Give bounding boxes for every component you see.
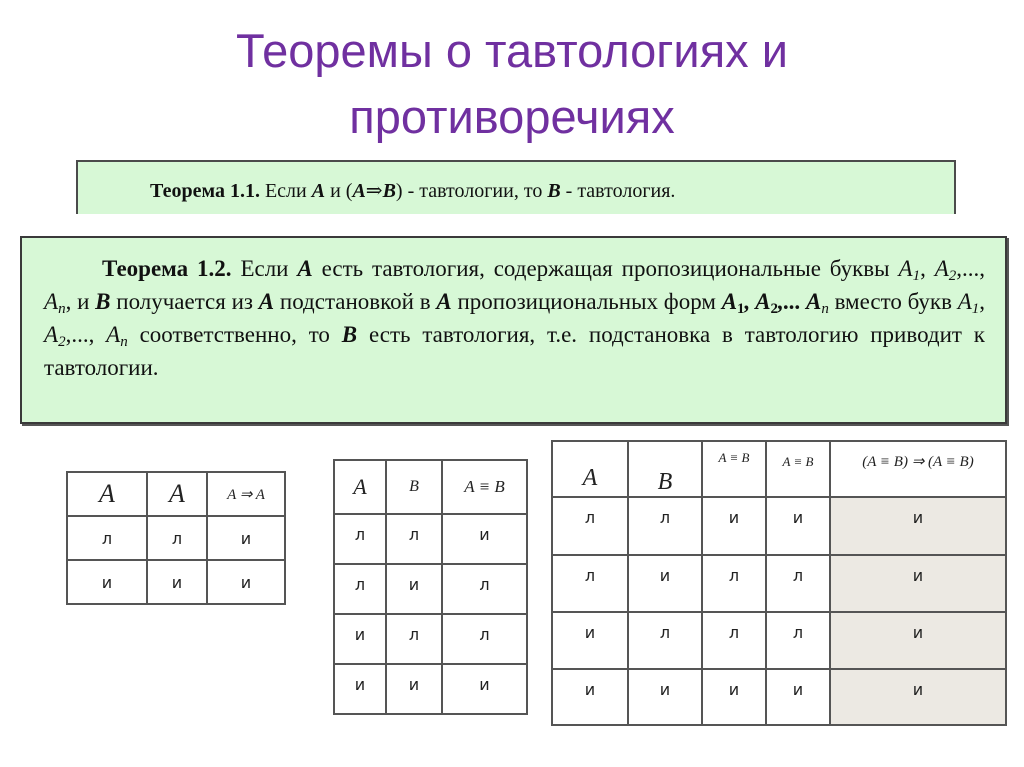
table-header-row (552, 441, 1006, 497)
slide-title: Теоремы о тавтологиях и противоречиях (236, 24, 788, 143)
table-header-cell: A ⇒ A (207, 472, 285, 516)
truth-table-implication (66, 471, 286, 605)
table-cell: л (628, 497, 702, 555)
table-cell: и (207, 560, 285, 604)
table-cell: л (386, 514, 442, 564)
table-cell: л (442, 614, 527, 664)
table-cell: и (207, 516, 285, 560)
table-cell: и (552, 669, 628, 725)
table-cell: и (830, 555, 1006, 612)
table-cell: и (766, 669, 830, 725)
theorem-label: Теорема 1.2. (102, 256, 232, 281)
table-header-cell: A ≡ B (766, 441, 830, 497)
table-header-row (334, 460, 527, 514)
table-cell: и (702, 669, 766, 725)
table-cell: л (702, 612, 766, 669)
table-row (67, 516, 285, 560)
table-cell: и (334, 664, 386, 714)
theorem-label: Теорема 1.1. (150, 180, 260, 202)
table-cell: л (628, 612, 702, 669)
table-header-cell: B (386, 460, 442, 514)
table-header-cell: A ≡ B (442, 460, 527, 514)
table-row (552, 669, 1006, 725)
table-cell: и (442, 664, 527, 714)
table-cell: л (766, 612, 830, 669)
table-row (334, 514, 527, 564)
theorem-1-1-text: Теорема 1.1. Если A и (A⇒B) - тавтологии, то B - тавтология. (150, 180, 676, 202)
table-header-cell: B (628, 441, 702, 497)
table-row (552, 555, 1006, 612)
table-cell: л (334, 514, 386, 564)
table-cell: л (334, 564, 386, 614)
table-cell: и (147, 560, 207, 604)
table-cell: и (442, 514, 527, 564)
table-header-cell: A (147, 472, 207, 516)
table-cell: л (386, 614, 442, 664)
table-cell: и (830, 612, 1006, 669)
table-cell: и (552, 612, 628, 669)
table-row (334, 564, 527, 614)
table-row (334, 664, 527, 714)
table-cell: л (552, 555, 628, 612)
table-row (67, 560, 285, 604)
truth-table-equivalence (333, 459, 528, 715)
table-cell: и (628, 555, 702, 612)
table-cell: и (766, 497, 830, 555)
table-row (334, 614, 527, 664)
table-cell: и (702, 497, 766, 555)
table-cell: и (386, 564, 442, 614)
truth-table-equivalence-implication (551, 440, 1007, 726)
table-header-cell: A (552, 441, 628, 497)
table-header-row (67, 472, 285, 516)
table-row (552, 497, 1006, 555)
table-row (552, 612, 1006, 669)
theorem-1-2-box (20, 236, 1007, 424)
table-cell: и (386, 664, 442, 714)
table-header-cell: (A ≡ B) ⇒ (A ≡ B) (830, 441, 1006, 497)
implies-symbol: ⇒ (365, 180, 383, 202)
table-header-cell: A (67, 472, 147, 516)
table-cell: л (147, 516, 207, 560)
table-cell: л (552, 497, 628, 555)
table-header-cell: A (334, 460, 386, 514)
theorem-1-2-text: Теорема 1.2. Если A есть тавтология, содержащая пропозициональные буквы $A_1$, $A_2$,..., $A_n$, и B получается из A подстановкой в A пропозициональных форм $A_1$, $A_2$,... $A_n$ вместо букв $A_1$, $A_2$,..., $A_n$ соответственно, то B есть тавтология, т.е. подстановка в тавтологию приводит к тавтологии. (44, 256, 986, 380)
table-cell: и (334, 614, 386, 664)
table-header-cell: A ≡ B (702, 441, 766, 497)
table-cell: и (67, 560, 147, 604)
table-cell: л (442, 564, 527, 614)
table-cell: и (628, 669, 702, 725)
table-cell: и (830, 669, 1006, 725)
theorem-1-1-box (76, 160, 956, 214)
table-cell: л (702, 555, 766, 612)
table-cell: и (830, 497, 1006, 555)
table-cell: л (67, 516, 147, 560)
table-cell: л (766, 555, 830, 612)
